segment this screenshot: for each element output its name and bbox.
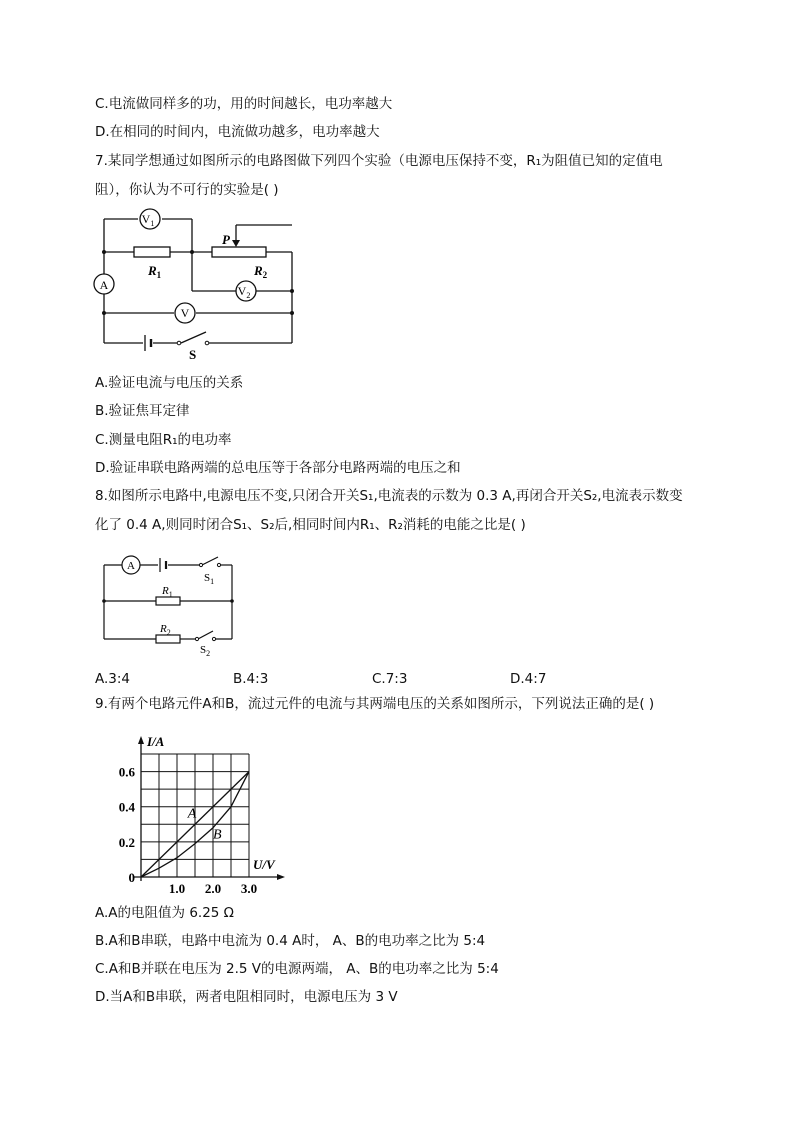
- y-axis-title: I/A: [147, 734, 165, 749]
- svg-text:R1: $R_1$: [148, 263, 162, 280]
- q7-option-b: B.验证焦耳定律: [95, 403, 190, 419]
- x-tick-label: 2.0: [204, 881, 222, 896]
- y-tick-label: 0.2: [118, 834, 135, 850]
- x-axis-arrow: [277, 874, 285, 880]
- y-axis-arrow: [138, 736, 144, 744]
- q9-option-d: D.当A和B串联，两者电阻相同时，电源电压为 3 V: [95, 989, 398, 1005]
- origin-label: 0: [128, 870, 135, 885]
- svg-text:V2: $V_2$: [237, 284, 251, 300]
- x-tick-label: 3.0: [240, 881, 258, 896]
- q8-option-c: C.7:3: [372, 671, 408, 687]
- q6-option-d: D.在相同的时间内，电流做功越多，电功率越大: [95, 124, 380, 140]
- r2-label: R: [254, 263, 263, 278]
- q7-option-d: D.验证串联电路两端的总电压等于各部分电路两端的电压之和: [95, 460, 461, 476]
- r2-label: R: [160, 623, 167, 635]
- ammeter-label: A: [127, 560, 135, 572]
- q8-stem-line2: 化了 0.4 A,则同时闭合S₁、S₂后,相同时间内R₁、R₂消耗的电能之比是( ): [95, 517, 526, 533]
- svg-text:S2: $S_2$: [200, 644, 211, 658]
- q7-option-c: C.测量电阻R₁的电功率: [95, 432, 232, 448]
- q7-stem-line2: 阻），你认为不可行的实验是( ): [95, 182, 279, 198]
- q7-circuit-diagram: [90, 205, 310, 365]
- q8-option-b: B.4:3: [233, 671, 269, 687]
- v-meter-label: V: [180, 306, 190, 320]
- s2-label: S: [200, 644, 207, 656]
- q7-option-a: A.验证电流与电压的关系: [95, 375, 244, 391]
- iv-graph: [95, 722, 295, 897]
- y-tick-label: 0.4: [118, 799, 135, 815]
- r1-label: R: [162, 585, 169, 597]
- q7-stem-line1: 7.某同学想通过如图所示的电路图做下列四个实验（电源电压保持不变，R₁为阻值已知的定值电: [95, 153, 663, 169]
- q8-stem-line1: 8.如图所示电路中,电源电压不变,只闭合开关S₁,电流表的示数为 0.3 A,再闭合开关S₂,电流表示数变: [95, 488, 683, 504]
- q8-circuit-diagram: [98, 548, 243, 658]
- s1-label: S: [204, 572, 211, 584]
- ammeter-label: A: [99, 278, 109, 292]
- q6-option-c: C.电流做同样多的功，用的时间越长，电功率越大: [95, 96, 393, 112]
- slider-p-label: P: [222, 232, 230, 247]
- x-tick-label: 1.0: [168, 881, 186, 896]
- svg-text:R2: $R_2$: [254, 263, 268, 280]
- x-axis-title: U/V: [253, 857, 275, 872]
- y-tick-label: 0.6: [118, 764, 135, 780]
- svg-text:R2: $R_2$: [160, 623, 171, 637]
- v1-meter-label: V: [141, 212, 151, 226]
- svg-text:S1: $S_1$: [204, 572, 215, 586]
- svg-text:V1: $V_1$: [141, 212, 155, 228]
- svg-text:R1: $R_1$: [162, 585, 173, 599]
- q9-stem: 9.有两个电路元件A和B，流过元件的电流与其两端电压的关系如图所示，下列说法正确的是( ): [95, 696, 655, 712]
- series-a-label: A: [187, 806, 197, 822]
- q9-option-c: C.A和B并联在电压为 2.5 V的电源两端， A、B的电功率之比为 5:4: [95, 961, 499, 977]
- q9-option-b: B.A和B串联，电路中电流为 0.4 A时， A、B的电功率之比为 5:4: [95, 933, 486, 949]
- series-b-label: B: [213, 827, 222, 843]
- q9-option-a: A.A的电阻值为 6.25 Ω: [95, 905, 234, 921]
- q8-option-d: D.4:7: [510, 671, 547, 687]
- q8-option-a: A.3:4: [95, 671, 131, 687]
- r1-label: R: [148, 263, 157, 278]
- v2-meter-label: V: [237, 284, 247, 298]
- switch-s-label: S: [189, 347, 197, 362]
